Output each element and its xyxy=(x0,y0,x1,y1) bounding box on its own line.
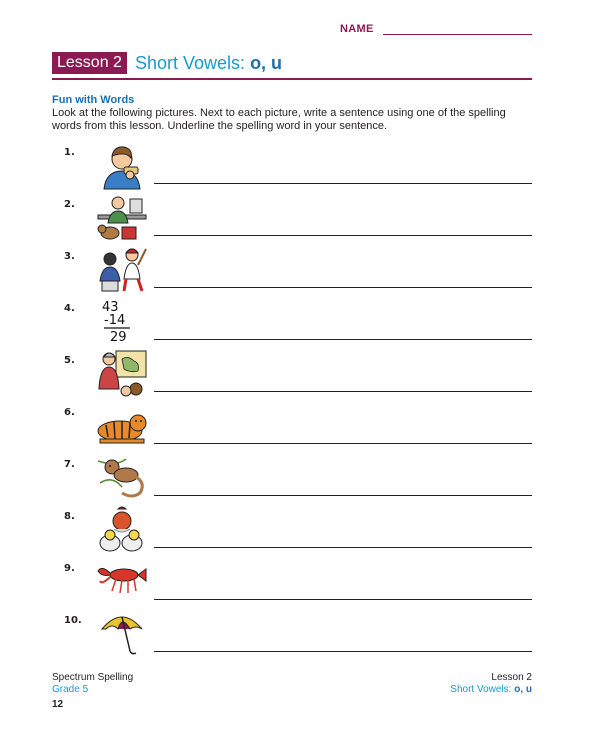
footer-left xyxy=(52,672,133,696)
answer-line[interactable] xyxy=(154,391,532,392)
teacher-with-map-icon xyxy=(96,349,148,399)
exercise-number: 3. xyxy=(64,251,75,262)
answer-line[interactable] xyxy=(154,183,532,184)
exercise-number: 1. xyxy=(64,147,75,158)
exercise-number: 4. xyxy=(64,303,75,314)
exercise-number: 2. xyxy=(64,199,75,210)
footer-grade: Grade 5 xyxy=(52,684,89,695)
exercise-10 xyxy=(52,615,532,667)
subtraction-problem-icon xyxy=(96,297,148,347)
answer-line[interactable] xyxy=(154,651,532,652)
exercise-number: 10. xyxy=(64,615,82,626)
answer-line[interactable] xyxy=(154,339,532,340)
exercise-number: 5. xyxy=(64,355,75,366)
subtraction-top: 43 xyxy=(102,300,119,315)
exercise-number: 9. xyxy=(64,563,75,574)
exercise-5 xyxy=(52,355,532,407)
exercise-number: 8. xyxy=(64,511,75,522)
exercise-7 xyxy=(52,459,532,511)
answer-line[interactable] xyxy=(154,287,532,288)
exercise-1 xyxy=(52,147,532,199)
lobster-icon xyxy=(96,557,148,607)
footer-topic-letters: o, u xyxy=(514,684,532,695)
name-label: NAME xyxy=(340,23,374,35)
umbrella-icon xyxy=(96,609,148,659)
lesson-title-letters: o, u xyxy=(250,53,283,73)
answer-line[interactable] xyxy=(154,443,532,444)
footer-topic xyxy=(450,684,532,696)
page-number: 12 xyxy=(52,699,64,710)
chicks-hatching-icon xyxy=(96,505,148,555)
answer-line[interactable] xyxy=(154,235,532,236)
name-write-line[interactable] xyxy=(383,34,532,35)
footer-right xyxy=(450,672,532,696)
exercise-6 xyxy=(52,407,532,459)
footer-topic-prefix: Short Vowels: xyxy=(450,684,515,695)
exercise-9 xyxy=(52,563,532,615)
exercise-4 xyxy=(52,300,532,355)
subtraction-middle: -14 xyxy=(104,313,126,328)
baseball-players-icon xyxy=(96,245,148,295)
answer-line[interactable] xyxy=(154,495,532,496)
footer-lesson: Lesson 2 xyxy=(491,672,532,683)
monkey-icon xyxy=(96,453,148,503)
lesson-title-prefix: Short Vowels: xyxy=(135,53,251,73)
section-title: Fun with Words xyxy=(52,94,135,106)
header-rule xyxy=(52,78,532,80)
exercise-3 xyxy=(52,251,532,303)
exercise-number: 7. xyxy=(64,459,75,470)
exercise-2 xyxy=(52,199,532,251)
tiger-icon xyxy=(96,401,148,451)
person-eating-sandwich-icon xyxy=(96,141,148,191)
answer-line[interactable] xyxy=(154,547,532,548)
exercise-8 xyxy=(52,511,532,563)
subtraction-answer: 29 xyxy=(110,330,127,345)
directions-text: Look at the following pictures. Next to each picture, write a sentence using one of the spelling words from this lesson. Underline the spelling word in your sentence. xyxy=(52,107,506,132)
lesson-badge: Lesson 2 xyxy=(52,52,127,74)
footer-book-title: Spectrum Spelling xyxy=(52,672,134,683)
name-row xyxy=(340,22,532,38)
exercise-number: 6. xyxy=(64,407,75,418)
lesson-title xyxy=(135,52,282,74)
lesson-header xyxy=(52,52,532,76)
shopkeeper-with-dog-icon xyxy=(96,193,148,243)
answer-line[interactable] xyxy=(154,599,532,600)
